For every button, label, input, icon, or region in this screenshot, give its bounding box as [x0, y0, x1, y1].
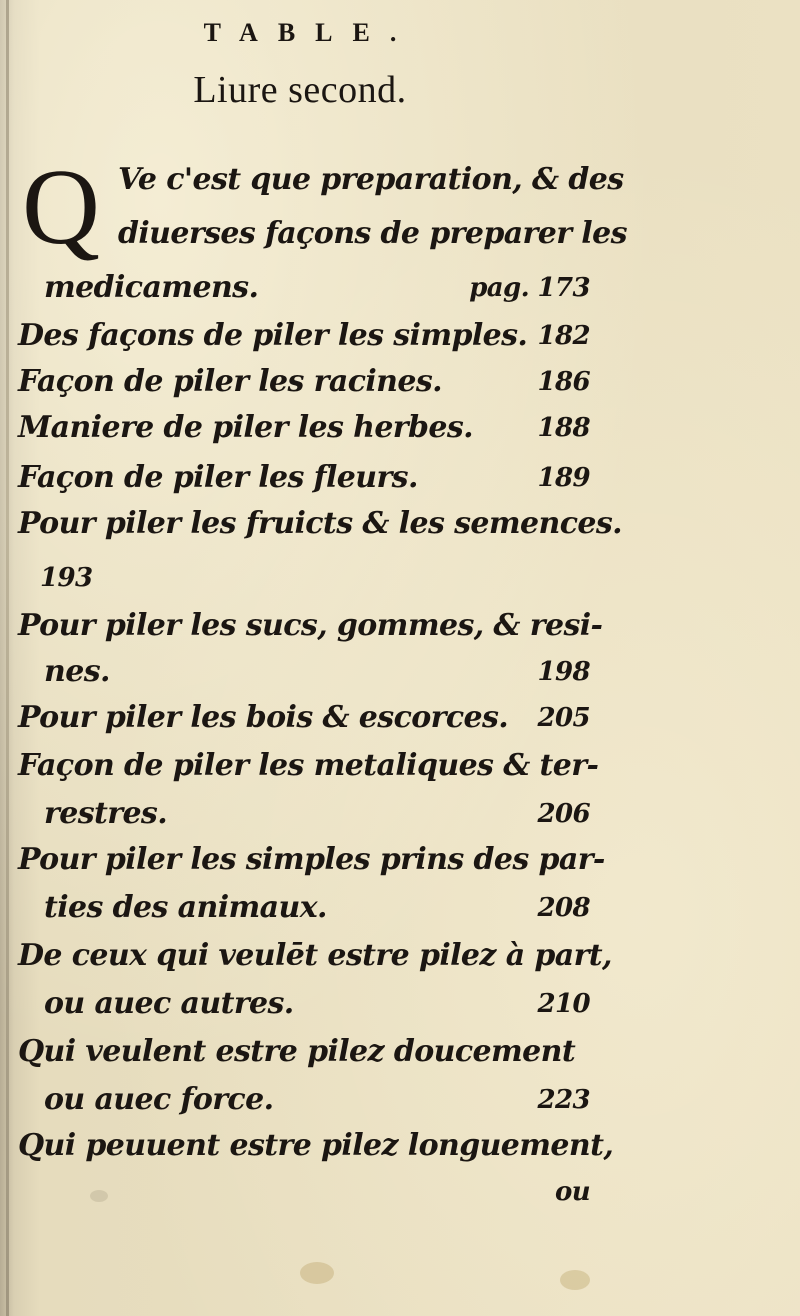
page-number: 193: [40, 563, 93, 593]
page-number: 186: [537, 367, 590, 397]
entry-text: Façon de piler les metaliques & ter-: [18, 748, 599, 783]
entry-text: diuerses façons de preparer les: [118, 216, 627, 251]
page-number: 206: [537, 799, 590, 829]
entry-text: Ve c'est que preparation, & des: [118, 162, 624, 197]
entry-text: Pour piler les fruicts & les semences.: [18, 506, 622, 541]
page-number: 198: [537, 657, 590, 687]
entry-text: Pour piler les bois & escorces.: [18, 700, 509, 735]
page-number: pag. 173: [469, 273, 590, 303]
entry-text: Façon de piler les racines.: [18, 364, 443, 399]
drop-cap: Q: [22, 148, 100, 267]
entry-text: Façon de piler les fleurs.: [18, 460, 418, 495]
entry-text: Maniere de piler les herbes.: [18, 410, 474, 445]
entry-text: Qui peuuent estre pilez longuement,: [18, 1128, 614, 1163]
entry-text: medicamens.: [44, 270, 259, 305]
page-number: 188: [537, 413, 590, 443]
entry-text: ties des animaux.: [44, 890, 327, 925]
running-head: TABLE.: [203, 18, 417, 47]
entry-text: ou auec autres.: [44, 986, 294, 1021]
book-title: Liure second.: [193, 69, 407, 111]
entry-text: ou auec force.: [44, 1082, 274, 1117]
entry-text: De ceux qui veulēt estre pilez à part,: [18, 938, 612, 973]
catchword: ou: [554, 1177, 590, 1207]
page-number: 208: [537, 893, 590, 923]
page-number: 210: [537, 989, 590, 1019]
page-number: 189: [537, 463, 590, 493]
page-number: 205: [537, 703, 590, 733]
page-number: 223: [537, 1085, 590, 1115]
entry-text: Des façons de piler les simples.: [18, 318, 528, 353]
entry-text: Pour piler les sucs, gommes, & resi-: [18, 608, 603, 643]
entry-text: Pour piler les simples prins des par-: [18, 842, 605, 877]
entry-text: nes.: [44, 654, 110, 689]
page-number: 182: [537, 321, 590, 351]
entry-text: Qui veulent estre pilez doucement: [18, 1034, 576, 1069]
entry-text: restres.: [44, 796, 168, 831]
